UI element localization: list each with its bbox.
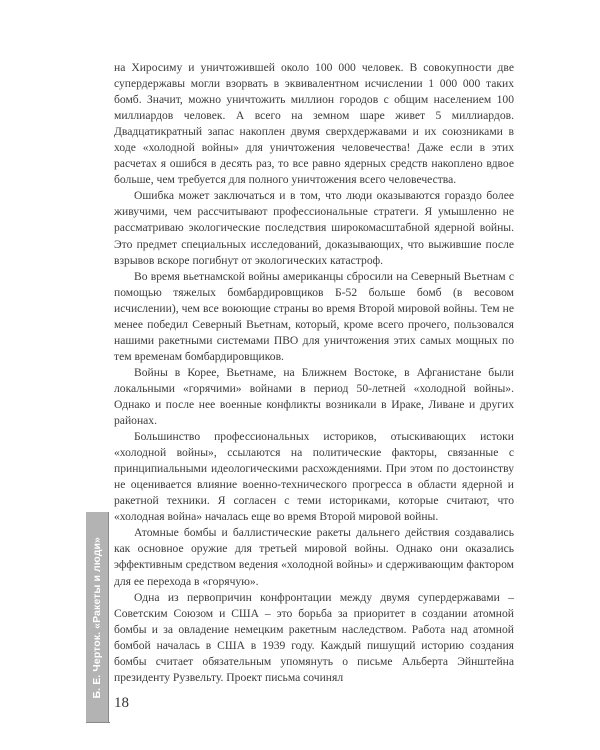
paragraph-6: Атомные бомбы и баллистические ракеты дальнего действия создавались как основное оружие для третьей мировой войны. Однако они оказались эффективным средством ведения «холодной войны» и сдерживающим фактором для ее перехода в «горячую». [114,526,514,588]
paragraph-4: Войны в Корее, Вьетнаме, на Ближнем Востоке, в Афганистане были локальными «горячими» войнами в период 50-летней «холодной войны». Однако и после нее военные конфликты возникали в Ираке, Ливане и других районах. [114,365,514,428]
page-number: 18 [114,695,129,711]
paragraph-7: Одна из первопричин конфронтации между двумя супердержавами – Советским Союзом и США – это борьба за приоритет в создании атомной бомбы и за овладение немецким ракетным наследством. Работа над атомной бомбой началась в США в 1939 году. Каждый пишущий историю создания бомбы считает обязательным упомянуть о письме Альберта Эйнштейна президенту Рузвельту. Проект письма сочинял [114,590,514,684]
running-title-bar [86,512,108,723]
running-title: Б. Е. Черток. «Ракеты и люди» [91,536,103,699]
margin-rule-horizontal [86,722,110,723]
margin-rule-vertical [108,512,109,723]
paragraph-5: Большинство профессиональных историков, отыскивающих истоки «холодной войны», ссылаются на политические факторы, связанные с принципиальными идеологическими расхождениями. При этом по достоинству не оценивается влияние военно-технического прогресса в области ядерной и ракетной техники. Я согласен с теми историками, которые считают, что «холодная война» началась еще во время Второй мировой войны. [114,430,514,524]
body-text [114,60,514,686]
paragraph-2: Ошибка может заключаться и в том, что люди оказываются гораздо более живучими, чем рассчитывают профессиональные стратеги. Я умышленно не рассматриваю экологические последствия широкомасштабной ядерной войны. Это предмет специальных исследований, доказывающих, что выжившие после взрывов вскоре погибнут от экологических катастроф. [114,189,514,267]
paragraph-1: на Хиросиму и уничтожившей около 100 000 человек. В совокупности две супердержавы могли взорвать в эквивалентном исчислении 1 000 000 таких бомб. Значит, можно уничтожить миллион городов с общим населением 100 миллиардов человек. А всего на земном шаре живет 5 миллиардов. Двадцатикратный запас накоплен двумя сверхдержавами и их союзниками в ходе «холодной войны» для уничтожения человечества! Даже если в этих расчетах я ошибся в десять раз, то все равно ядерных средств накоплено вдвое больше, чем требуется для полного уничтожения всего человечества. [114,61,514,187]
paragraph-3: Во время вьетнамской войны американцы сбросили на Северный Вьетнам с помощью тяжелых бомбардировщиков Б-52 больше бомб (в весовом исчислении), чем все воюющие страны во время Второй мировой войны. Тем не менее победил Северный Вьетнам, который, кроме всего прочего, пользовался нашими ракетными системами ПВО для уничтожения этих самых мощных по тем временам бомбардировщиков. [114,269,514,363]
